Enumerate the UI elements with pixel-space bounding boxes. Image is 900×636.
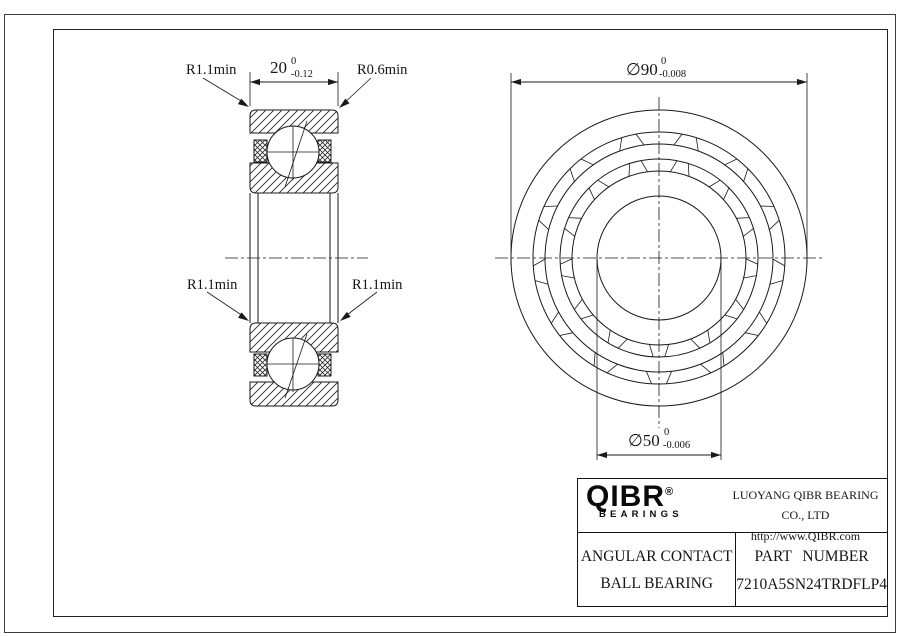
width-tol-lower: -0.12 [291,69,313,80]
bore-diameter-tol-upper: 0 [664,427,670,438]
cage-section-left [254,140,267,162]
leader-bottom-right [338,277,403,324]
part-number-label: PART NUMBER [754,548,869,565]
registered-mark-icon: ® [665,486,675,498]
section-view [186,56,408,406]
dimension-width [250,56,338,106]
bore-diameter-value: ∅50 [628,431,660,450]
radius-label: R1.1min [352,277,403,293]
title-block-header-row [578,479,887,543]
section-top-half [250,110,338,193]
leader-top-left [186,62,251,110]
bore-diameter-tol-lower: -0.006 [663,440,691,451]
product-name-cell [578,533,736,606]
company-name: LUOYANG QIBR BEARING CO., LTD [732,488,879,523]
outer-diameter-tol-lower: -0.008 [659,69,687,80]
title-block [577,478,888,607]
logo-wordmark: QIBR® [586,480,675,513]
cage-section-right [318,354,331,376]
radius-label: R0.6min [357,62,408,78]
front-view [495,56,823,460]
leader-top-right [337,62,408,110]
radius-label: R1.1min [186,62,237,78]
part-number-cell [736,533,887,606]
company-info [724,479,887,543]
outer-diameter-value: ∅90 [626,60,658,79]
company-website: http://www.QIBR.com [750,528,861,543]
part-number-value: 7210A5SN24TRDFLP4 [736,575,887,593]
product-name-line1: ANGULAR CONTACT [580,548,733,565]
cage-section-right [318,140,331,162]
company-logo [578,479,724,532]
leader-bottom-left [187,277,251,324]
radius-label: R1.1min [187,277,238,293]
outer-diameter-tol-upper: 0 [661,56,667,67]
section-bottom-half [250,323,338,406]
cage-section-left [254,354,267,376]
width-tol-upper: 0 [291,56,297,67]
width-value: 20 [270,58,287,77]
logo-subtitle: BEARINGS [599,509,683,520]
product-name-line2: BALL BEARING [600,574,713,592]
title-block-lower-row [578,533,887,606]
